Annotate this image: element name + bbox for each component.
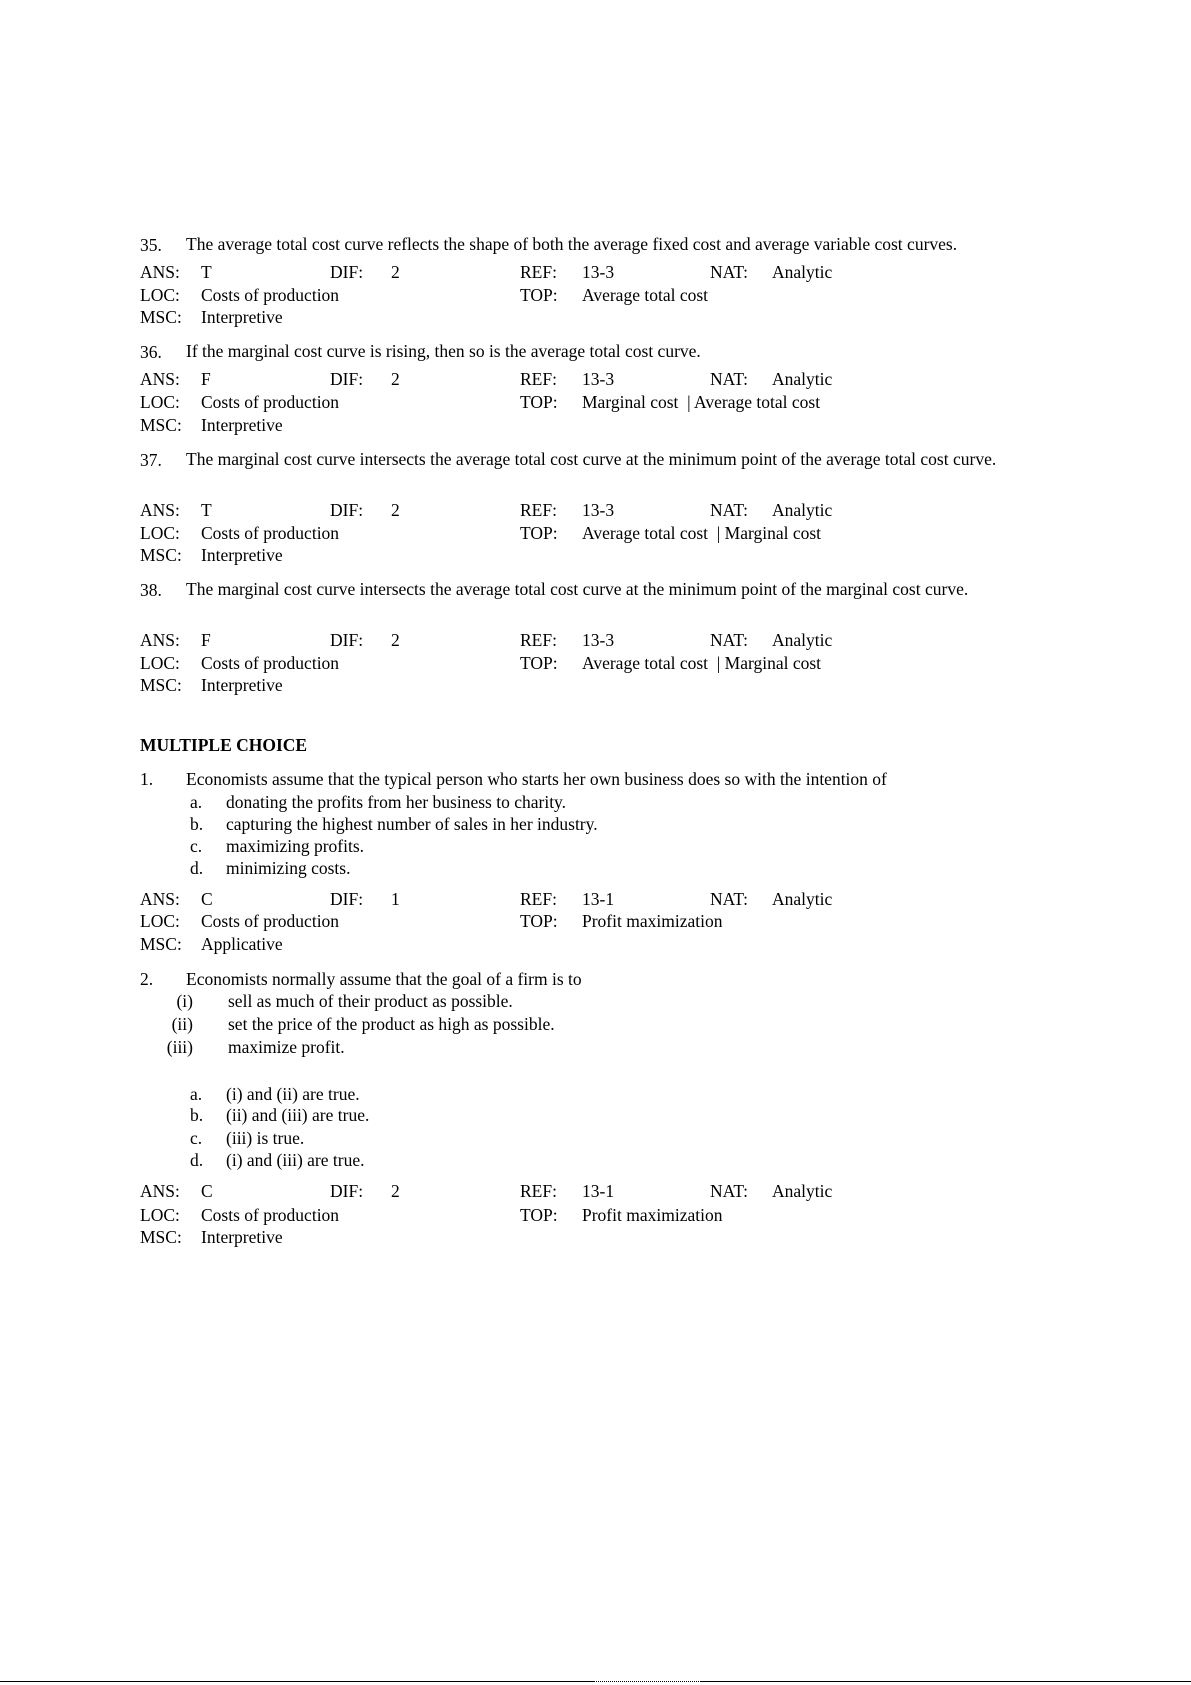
msc-label: MSC: — [140, 1227, 182, 1247]
msc-value: Interpretive — [201, 415, 283, 435]
nat-value: Analytic — [772, 500, 833, 520]
question-number: 37. — [140, 450, 162, 470]
dif-value: 2 — [391, 369, 400, 389]
dif-value: 2 — [391, 630, 400, 650]
question-stem: The marginal cost curve intersects the average total cost curve at the minimum point of the marginal cost curve. — [186, 579, 969, 599]
question-number: 36. — [140, 342, 162, 362]
loc-label: LOC: — [140, 1205, 180, 1225]
loc-value: Costs of production — [201, 285, 340, 305]
dif-label: DIF: — [330, 500, 364, 520]
top-value: Profit maximization — [582, 911, 723, 931]
ref-value: 13-3 — [582, 630, 615, 650]
msc-label: MSC: — [140, 415, 182, 435]
nat-value: Analytic — [772, 1181, 833, 1201]
top-value: Average total cost | Marginal cost — [582, 523, 822, 543]
question-stem: Economists assume that the typical person who starts her own business does so with the intention of — [186, 769, 887, 789]
question-stem: The marginal cost curve intersects the average total cost curve at the minimum point of the average total cost curve. — [186, 449, 997, 469]
top-value: Average total cost — [582, 285, 709, 305]
ref-label: REF: — [520, 500, 557, 520]
top-value: Average total cost | Marginal cost — [582, 653, 822, 673]
ans-label: ANS: — [140, 889, 180, 909]
dif-label: DIF: — [330, 630, 364, 650]
dif-value: 1 — [391, 889, 400, 909]
nat-value: Analytic — [772, 630, 833, 650]
ans-label: ANS: — [140, 262, 180, 282]
question-number: 35. — [140, 235, 162, 255]
roman-numeral: (iii) — [166, 1037, 193, 1057]
nat-value: Analytic — [772, 262, 833, 282]
ans-value: T — [201, 262, 212, 282]
ref-label: REF: — [520, 262, 557, 282]
choice-letter: b. — [190, 814, 204, 834]
choice-letter: d. — [190, 1150, 204, 1170]
ref-label: REF: — [520, 889, 557, 909]
msc-value: Interpretive — [201, 675, 283, 695]
section-heading: MULTIPLE CHOICE — [140, 735, 308, 755]
nat-label: NAT: — [710, 369, 749, 389]
top-label: TOP: — [520, 1205, 558, 1225]
ref-value: 13-3 — [582, 500, 615, 520]
ref-value: 13-1 — [582, 889, 615, 909]
ans-value: C — [201, 1181, 213, 1201]
question-number: 1. — [140, 769, 154, 789]
msc-value: Interpretive — [201, 1227, 283, 1247]
loc-value: Costs of production — [201, 523, 340, 543]
loc-label: LOC: — [140, 523, 180, 543]
loc-value: Costs of production — [201, 392, 340, 412]
nat-value: Analytic — [772, 889, 833, 909]
nat-label: NAT: — [710, 630, 749, 650]
choice-text: maximizing profits. — [226, 836, 365, 856]
choice-text: donating the profits from her business to charity. — [226, 792, 567, 812]
choice-letter: a. — [190, 1084, 203, 1104]
dif-value: 2 — [391, 262, 400, 282]
loc-value: Costs of production — [201, 1205, 340, 1225]
ans-label: ANS: — [140, 500, 180, 520]
choice-text: (ii) and (iii) are true. — [226, 1105, 370, 1125]
ans-value: F — [201, 630, 211, 650]
loc-label: LOC: — [140, 911, 180, 931]
top-label: TOP: — [520, 285, 558, 305]
ans-value: T — [201, 500, 212, 520]
ref-label: REF: — [520, 369, 557, 389]
question-stem: If the marginal cost curve is rising, then so is the average total cost curve. — [186, 341, 701, 361]
question-number: 2. — [140, 969, 154, 989]
nat-label: NAT: — [710, 500, 749, 520]
top-label: TOP: — [520, 653, 558, 673]
top-value: Profit maximization — [582, 1205, 723, 1225]
loc-label: LOC: — [140, 285, 180, 305]
statement-text: sell as much of their product as possible. — [228, 991, 513, 1011]
ans-value: C — [201, 889, 213, 909]
choice-text: minimizing costs. — [226, 858, 351, 878]
ans-label: ANS: — [140, 1181, 180, 1201]
choice-text: (i) and (iii) are true. — [226, 1150, 365, 1170]
ans-value: F — [201, 369, 211, 389]
choice-letter: b. — [190, 1105, 204, 1125]
dif-label: DIF: — [330, 369, 364, 389]
statement-text: set the price of the product as high as possible. — [228, 1014, 555, 1034]
choice-letter: a. — [190, 792, 203, 812]
loc-label: LOC: — [140, 653, 180, 673]
roman-numeral: (ii) — [171, 1014, 193, 1034]
msc-value: Interpretive — [201, 545, 283, 565]
ref-label: REF: — [520, 630, 557, 650]
choice-letter: d. — [190, 858, 204, 878]
choice-text: (i) and (ii) are true. — [226, 1084, 360, 1104]
top-label: TOP: — [520, 392, 558, 412]
ref-value: 13-3 — [582, 262, 615, 282]
footer-rule-gap — [595, 1681, 700, 1683]
ans-label: ANS: — [140, 630, 180, 650]
dif-label: DIF: — [330, 889, 364, 909]
top-label: TOP: — [520, 523, 558, 543]
msc-value: Applicative — [201, 934, 283, 954]
choice-letter: c. — [190, 1128, 203, 1148]
choice-text: (iii) is true. — [226, 1128, 305, 1148]
dif-value: 2 — [391, 1181, 400, 1201]
loc-value: Costs of production — [201, 911, 340, 931]
nat-label: NAT: — [710, 1181, 749, 1201]
loc-label: LOC: — [140, 392, 180, 412]
ref-label: REF: — [520, 1181, 557, 1201]
msc-label: MSC: — [140, 307, 182, 327]
ref-value: 13-1 — [582, 1181, 615, 1201]
question-stem: Economists normally assume that the goal of a firm is to — [186, 969, 582, 989]
dif-value: 2 — [391, 500, 400, 520]
msc-label: MSC: — [140, 545, 182, 565]
question-stem: The average total cost curve reflects the shape of both the average fixed cost and average variable cost curves. — [186, 234, 958, 254]
nat-label: NAT: — [710, 262, 749, 282]
choice-text: capturing the highest number of sales in her industry. — [226, 814, 598, 834]
dif-label: DIF: — [330, 1181, 364, 1201]
msc-label: MSC: — [140, 675, 182, 695]
msc-value: Interpretive — [201, 307, 283, 327]
top-value: Marginal cost | Average total cost — [582, 392, 821, 412]
dif-label: DIF: — [330, 262, 364, 282]
question-number: 38. — [140, 580, 162, 600]
nat-value: Analytic — [772, 369, 833, 389]
statement-text: maximize profit. — [228, 1037, 345, 1057]
ref-value: 13-3 — [582, 369, 615, 389]
msc-label: MSC: — [140, 934, 182, 954]
ans-label: ANS: — [140, 369, 180, 389]
roman-numeral: (i) — [176, 991, 193, 1011]
nat-label: NAT: — [710, 889, 749, 909]
loc-value: Costs of production — [201, 653, 340, 673]
top-label: TOP: — [520, 911, 558, 931]
choice-letter: c. — [190, 836, 203, 856]
